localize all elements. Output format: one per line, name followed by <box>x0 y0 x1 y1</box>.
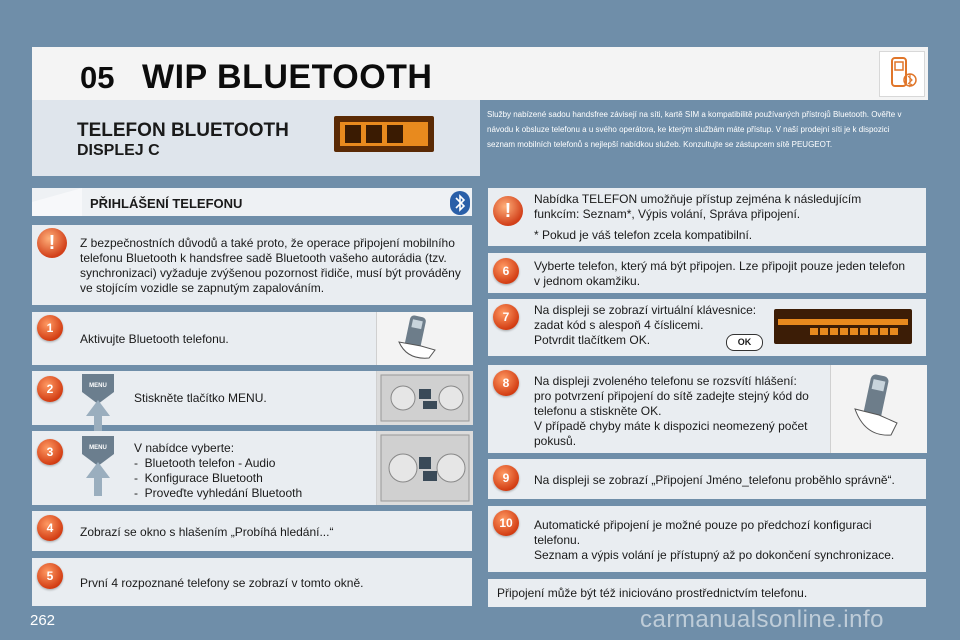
menu-note-text <box>534 192 914 243</box>
step-3-text <box>134 441 374 501</box>
section-subtitle: DISPLEJ C <box>77 142 160 159</box>
step-4-badge: 4 <box>37 515 63 541</box>
step-3-badge: 3 <box>37 439 63 465</box>
virtual-keyboard-image <box>774 309 912 344</box>
step-8-line: V případě chyby máte k dispozici neomezený počet <box>534 419 808 433</box>
menu-key-icon <box>82 436 114 496</box>
step-8-line: telefonu a stiskněte OK. <box>534 404 662 418</box>
section-title: TELEFON BLUETOOTH <box>77 120 289 141</box>
step-8-line: Na displeji zvoleného telefonu se rozsvítí hlášení: <box>534 374 797 388</box>
step-3-option: - Konfigurace Bluetooth <box>134 471 263 485</box>
step-10-badge: 10 <box>493 510 519 536</box>
chapter-band-corner <box>32 47 72 100</box>
step-9-text: Na displeji se zobrazí „Připojení Jméno_telefonu proběhlo správně“. <box>534 473 895 487</box>
chapter-title: WIP BLUETOOTH <box>142 58 433 96</box>
login-header-corner <box>32 188 82 216</box>
info-warning-icon: ! <box>493 196 523 226</box>
step-7-line: Potvrdit tlačítkem OK. <box>534 333 651 347</box>
step-7-badge: 7 <box>493 304 519 330</box>
step-1-badge: 1 <box>37 315 63 341</box>
step-6-text: Vyberte telefon, který má být připojen. Lze připojit pouze jeden telefon v jednom okamžiku. <box>534 259 906 288</box>
step-1-text: Aktivujte Bluetooth telefonu. <box>80 332 229 346</box>
footer-note-text: Připojení může být též iniciováno prostřednictvím telefonu. <box>497 586 808 600</box>
page-number: 262 <box>30 612 56 629</box>
step-8-line: pokusů. <box>534 434 577 448</box>
step-10-line: Automatické připojení je možné pouze po předchozí konfiguraci <box>534 518 872 532</box>
step-8-badge: 8 <box>493 370 519 396</box>
step-7-line: zadat kód s alespoň 4 číslicemi. <box>534 318 704 332</box>
display-segment <box>345 125 361 143</box>
step-8-text <box>534 374 824 449</box>
menu-key-icon <box>82 374 114 434</box>
radio-unit-image <box>376 371 473 425</box>
chapter-number: 05 <box>80 60 115 95</box>
step-4-text: Zobrazí se okno s hlašením „Probíhá hledání...“ <box>80 525 334 539</box>
services-info-text: Služby nabízené sadou handsfree závisejí na síti, kartě SIM a kompatibilitě používaných přístrojů Bluetooth. Ověřte v návodu k obsluze telefonu a u svého operátora, ke kterým službám máte přístup. V naší prodejní síti je k dispozici seznam mobilních telefonů s nejlepší nabídkou služeb. Konzultujte se zástupcem sítě PEUGEOT. <box>487 110 902 149</box>
step-5-badge: 5 <box>37 563 63 589</box>
safety-warning-text: Z bezpečnostních důvodů a také proto, že operace připojení mobilního telefonu Bluetooth k handsfree sadě Bluetooth vašeho autorádia (tzv. synchronizaci) vyžaduje zvýšenou pozornost řidiče, musí být prováděny ve stojícím vozidle se zapnutým zapalováním. <box>80 236 461 295</box>
step-10-line: telefonu. <box>534 533 581 547</box>
display-segment <box>366 125 382 143</box>
step-3-option: - Bluetooth telefon - Audio <box>134 456 276 470</box>
menu-note-line: Nabídka TELEFON umožňuje přístup zejména k následujícím <box>534 192 862 206</box>
menu-note-line: funkcím: Seznam*, Výpis volání, Správa připojení. <box>534 207 801 221</box>
svg-text:MENU: MENU <box>89 445 107 451</box>
step-3-intro: V nabídce vyberte: <box>134 441 235 455</box>
step-5-text: První 4 rozpoznané telefony se zobrazí v tomto okně. <box>80 576 364 590</box>
watermark: carmanualsonline.info <box>640 606 884 633</box>
step-6-badge: 6 <box>493 258 519 284</box>
svg-text:MENU: MENU <box>89 383 107 389</box>
login-title: PŘIHLÁŠENÍ TELEFONU <box>90 196 243 211</box>
step-10-text <box>534 518 924 563</box>
bluetooth-phone-icon <box>879 51 925 97</box>
bluetooth-icon <box>450 191 470 215</box>
step-2-badge: 2 <box>37 376 63 402</box>
phone-in-hand-image <box>376 312 473 365</box>
radio-unit-image <box>376 431 473 505</box>
step-7-line: Na displeji se zobrazí virtuální klávesnice: <box>534 303 757 317</box>
display-segment <box>387 125 403 143</box>
phone-in-hand-image <box>830 365 927 453</box>
ok-button[interactable]: OK <box>726 334 763 351</box>
step-8-line: pro potvrzení připojení do sítě zadejte stejný kód do <box>534 389 809 403</box>
menu-note-footnote: * Pokud je váš telefon zcela kompatibilní. <box>534 228 753 242</box>
warning-icon: ! <box>37 228 67 258</box>
step-2-text: Stiskněte tlačítko MENU. <box>134 391 267 405</box>
step-10-line: Seznam a výpis volání je přístupný až po dokončení synchronizace. <box>534 548 895 562</box>
step-9-badge: 9 <box>493 465 519 491</box>
step-3-option: - Proveďte vyhledání Bluetooth <box>134 486 303 500</box>
